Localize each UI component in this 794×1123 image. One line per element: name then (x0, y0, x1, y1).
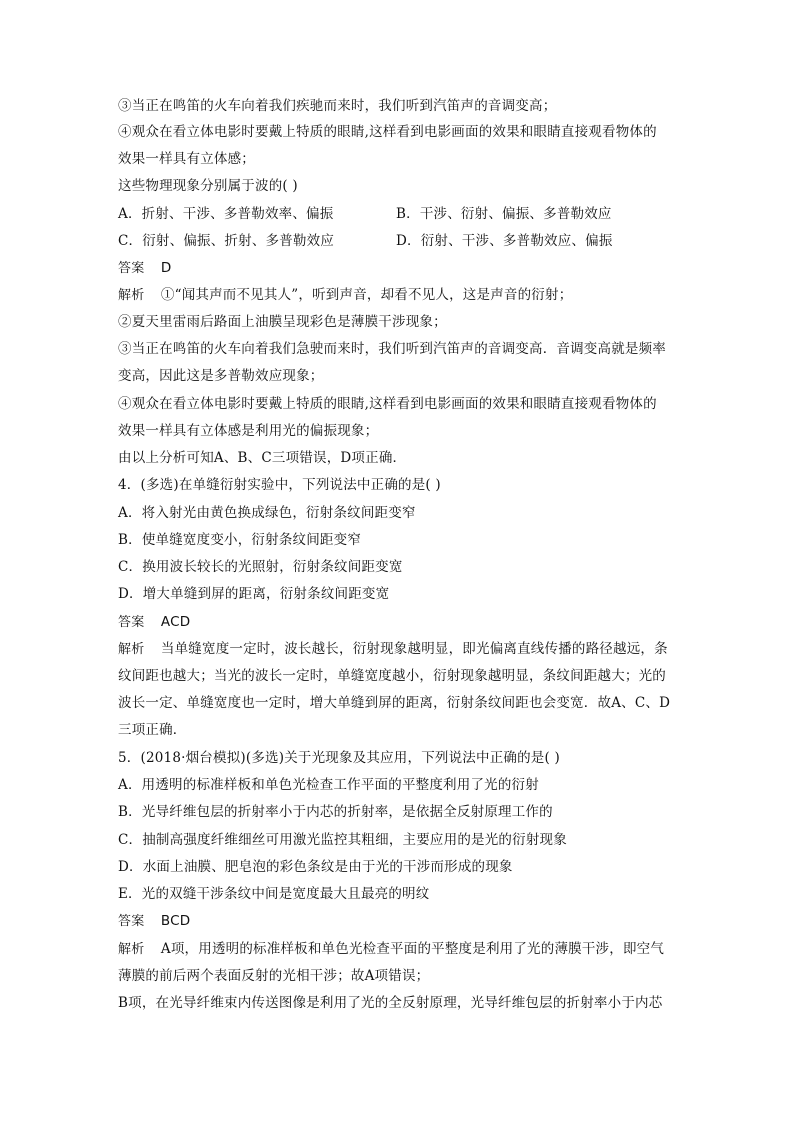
analysis-text: ①“闻其声而不见其人”，听到声音，却看不见人，这是声音的衍射； (160, 287, 573, 303)
q5-answer-value: BCD (160, 913, 191, 929)
analysis-line-1 (118, 285, 678, 306)
option-a: A．折射、干涉、多普勒效率、偏振 (118, 206, 334, 222)
q4-answer-line (118, 612, 678, 633)
q4-analysis-line-2: 纹间距也越大；当光的波长一定时，单缝宽度越小，衍射现象越明显，条纹间距越大；光的 (118, 668, 666, 684)
q4-option-b: B．使单缝宽度变小，衍射条纹间距变窄 (118, 532, 362, 548)
statement-4-line-1: ④观众在看立体电影时要戴上特质的眼睛,这样看到电影画面的效果和眼睛直接观看物体的 (118, 124, 657, 140)
q4-answer-label: 答案 (118, 615, 145, 630)
q5-analysis-line-3: B项，在光导纤维束内传送图像是利用了光的全反射原理，光导纤维包层的折射率小于内芯 (118, 995, 663, 1011)
q4-analysis-text: 当单缝宽度一定时，波长越长，衍射现象越明显，即光偏离直线传播的路径越远，条 (160, 641, 668, 657)
answer-line (118, 258, 678, 279)
question-prompt: 这些物理现象分别属于波的( ) (118, 178, 298, 194)
option-row-1 (118, 204, 678, 224)
q5-option-a: A．用透明的标准样板和单色光检查工作平面的平整度利用了光的衍射 (118, 777, 539, 793)
q4-answer-value: ACD (160, 614, 191, 630)
analysis-line-5: ④观众在看立体电影时要戴上特质的眼睛,这样看到电影画面的效果和眼睛直接观看物体的 (118, 396, 657, 412)
analysis-line-2: ②夏天里雷雨后路面上油膜呈现彩色是薄膜干涉现象； (118, 314, 447, 330)
q4-prompt: 4．(多选)在单缝衍射实验中，下列说法中正确的是( ) (118, 477, 441, 493)
q5-analysis-line-1 (118, 939, 678, 960)
q4-analysis-label: 解析 (118, 642, 145, 657)
q4-option-c: C．换用波长较长的光照射，衍射条纹间距变宽 (118, 559, 403, 575)
analysis-line-6: 效果一样具有立体感是利用光的偏振现象； (118, 423, 379, 439)
option-d: D．衍射、干涉、多普勒效应、偏振 (396, 233, 613, 249)
analysis-line-3: ③当正在鸣笛的火车向着我们急驶而来时，我们听到汽笛声的音调变高．音调变高就是频率 (118, 341, 666, 357)
option-b: B．干涉、衍射、偏振、多普勒效应 (396, 206, 612, 222)
q5-analysis-line-2: 薄膜的前后两个表面反射的光相干涉；故A项错误； (118, 968, 430, 984)
conclusion: 由以上分析可知A、B、C三项错误，D项正确． (118, 450, 407, 466)
answer-value: D (160, 260, 172, 276)
statement-4-line-2: 效果一样具有立体感； (118, 151, 255, 167)
q4-analysis-line-4: 三项正确． (118, 722, 187, 738)
statement-3: ③当正在鸣笛的火车向着我们疾驰而来时，我们听到汽笛声的音调变高； (118, 98, 557, 114)
option-c: C．衍射、偏振、折射、多普勒效应 (118, 233, 335, 249)
q5-prompt: 5．(2018·烟台模拟)(多选)关于光现象及其应用，下列说法中正确的是( ) (118, 750, 560, 766)
q4-option-d: D．增大单缝到屏的距离，衍射条纹间距变宽 (118, 586, 390, 602)
analysis-line-4: 变高，因此这是多普勒效应现象； (118, 368, 324, 384)
option-row-2 (118, 231, 678, 251)
analysis-label: 解析 (118, 288, 145, 303)
q5-answer-label: 答案 (118, 914, 145, 929)
q5-option-b: B．光导纤维包层的折射率小于内芯的折射率，是依据全反射原理工作的 (118, 804, 553, 820)
q4-option-a: A．将入射光由黄色换成绿色，衍射条纹间距变窄 (118, 505, 416, 521)
q5-option-e: E．光的双缝干涉条纹中间是宽度最大且最亮的明纹 (118, 886, 430, 902)
q5-option-c: C．抽制高强度纤维细丝可用激光监控其粗细，主要应用的是光的衍射现象 (118, 832, 567, 848)
q5-option-d: D．水面上油膜、肥皂泡的彩色条纹是由于光的干涉而形成的现象 (118, 859, 513, 875)
q5-analysis-label: 解析 (118, 942, 145, 957)
q4-analysis-line-3: 波长一定、单缝宽度也一定时，增大单缝到屏的距离，衍射条纹间距也会变宽．故A、C、D (118, 695, 671, 711)
q5-analysis-text: A项，用透明的标准样板和单色光检查平面的平整度是利用了光的薄膜干涉，即空气 (160, 941, 665, 957)
q5-answer-line (118, 911, 678, 932)
q4-analysis-line-1 (118, 639, 678, 660)
answer-label: 答案 (118, 261, 145, 276)
